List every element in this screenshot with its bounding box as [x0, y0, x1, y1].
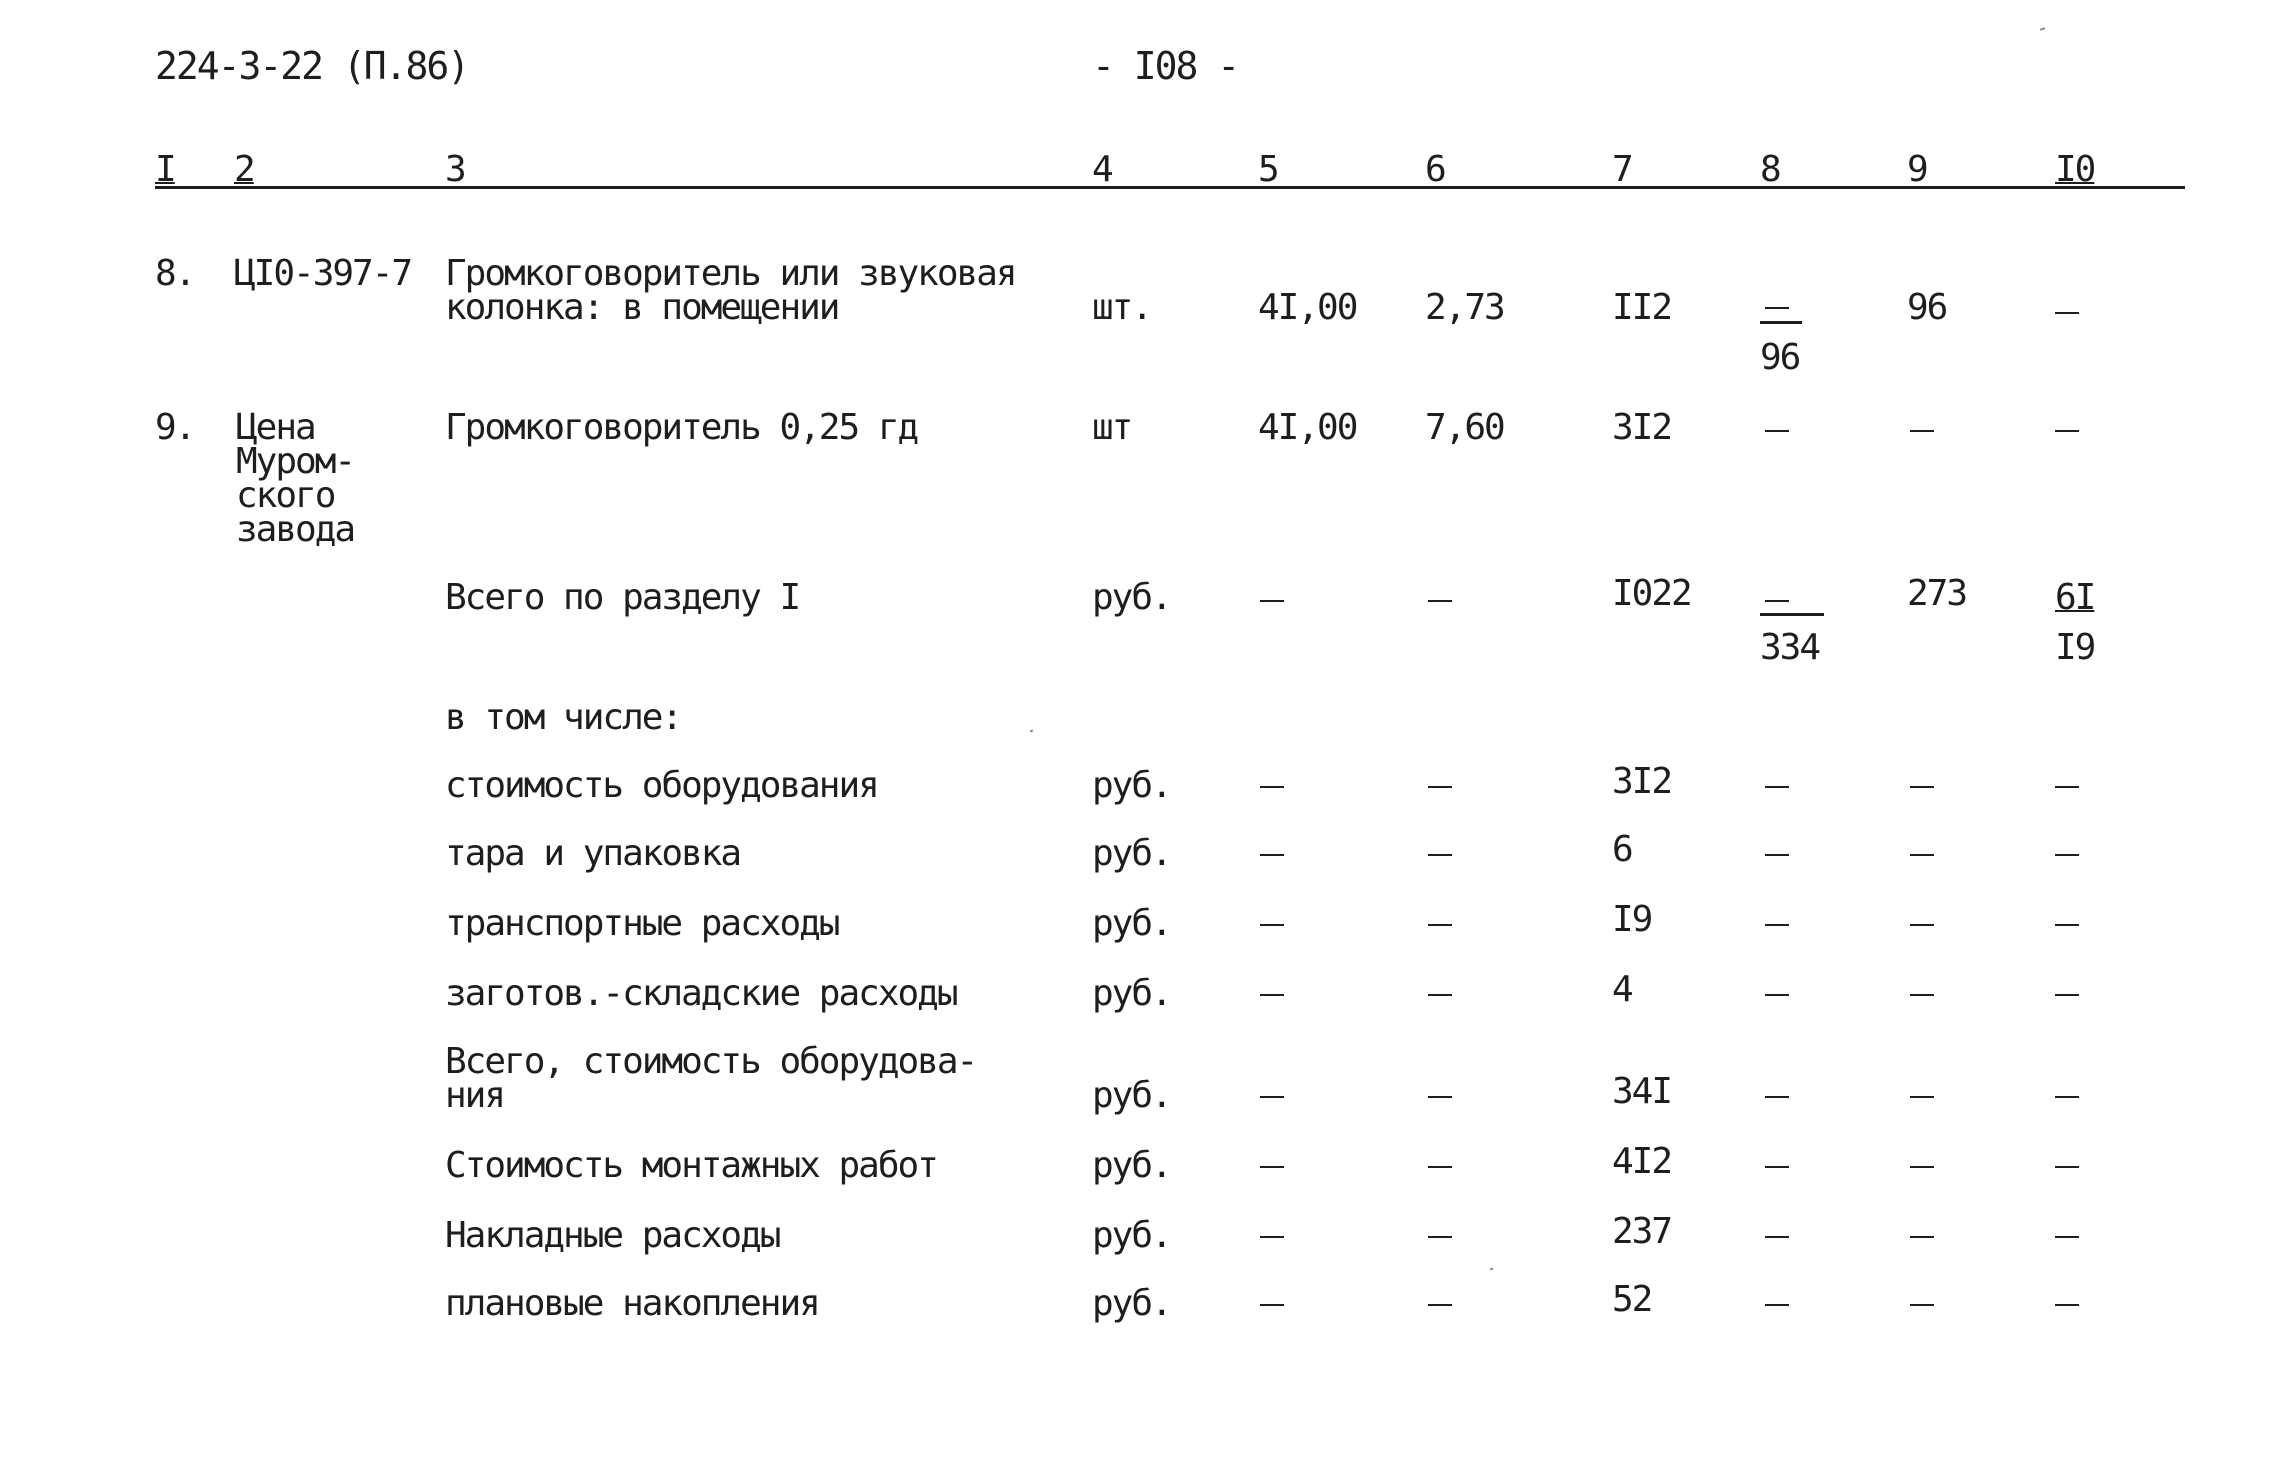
- total-section-col9: 273: [1907, 573, 1967, 614]
- sub-row-total-equipment-label-line1: Всего, стоимость оборудова-: [445, 1041, 977, 1082]
- sub-row-equipment-cost-col5-dash: [1260, 786, 1284, 788]
- sub-row-planned-savings-col8-dash: [1765, 1304, 1789, 1306]
- sub-row-equipment-cost-unit: руб.: [1092, 765, 1171, 806]
- sub-row-overhead-col8-dash: [1765, 1236, 1789, 1238]
- sub-row-warehouse-col9-dash: [1910, 994, 1934, 996]
- sub-row-overhead-unit: руб.: [1092, 1215, 1171, 1256]
- sub-row-warehouse-col6-dash: [1428, 994, 1452, 996]
- sub-row-installation-col9-dash: [1910, 1166, 1934, 1168]
- sub-row-transport-col6-dash: [1428, 924, 1452, 926]
- scan-speck: [1030, 730, 1034, 733]
- row-9-col9-dash: [1910, 430, 1934, 432]
- sub-row-overhead-col9-dash: [1910, 1236, 1934, 1238]
- header-rule: [155, 186, 2185, 189]
- sub-row-total-equipment-col5-dash: [1260, 1096, 1284, 1098]
- row-9-code-line2: Муром-: [236, 441, 355, 482]
- sub-row-overhead-col6-dash: [1428, 1236, 1452, 1238]
- sub-row-planned-savings-col10-dash: [2055, 1304, 2079, 1306]
- sub-row-installation-col8-dash: [1765, 1166, 1789, 1168]
- sub-row-equipment-cost-col7: 3I2: [1612, 761, 1672, 802]
- row-9-col6: 7,60: [1425, 407, 1504, 448]
- sub-row-installation-col5-dash: [1260, 1166, 1284, 1168]
- sub-row-warehouse-col5-dash: [1260, 994, 1284, 996]
- sub-row-packaging-col9-dash: [1910, 854, 1934, 856]
- row-9-unit: шт: [1092, 407, 1132, 448]
- row-8-code: ЦI0-397-7: [234, 253, 412, 294]
- total-section-unit: руб.: [1092, 577, 1171, 618]
- row-8-col10-dash: [2055, 312, 2079, 314]
- sub-row-planned-savings-col5-dash: [1260, 1304, 1284, 1306]
- sub-row-packaging-col8-dash: [1765, 854, 1789, 856]
- total-section-col8-bottom: 334: [1760, 627, 1820, 668]
- row-9-col5: 4I,00: [1258, 407, 1357, 448]
- sub-row-total-equipment-label-line2: ния: [445, 1075, 505, 1116]
- sub-row-overhead-label: Накладные расходы: [445, 1215, 780, 1256]
- sub-row-transport-col8-dash: [1765, 924, 1789, 926]
- sub-row-planned-savings-col9-dash: [1910, 1304, 1934, 1306]
- sub-row-transport-col5-dash: [1260, 924, 1284, 926]
- total-section-col7: I022: [1612, 573, 1691, 614]
- row-8-col6: 2,73: [1425, 287, 1504, 328]
- column-number-8: 8: [1760, 149, 1780, 190]
- row-9-name: Громкоговоритель 0,25 гд: [445, 407, 918, 448]
- sub-row-warehouse-col10-dash: [2055, 994, 2079, 996]
- row-9-col8-dash: [1765, 430, 1789, 432]
- sub-row-planned-savings-col7: 52: [1612, 1279, 1652, 1320]
- sub-row-total-equipment-col9-dash: [1910, 1096, 1934, 1098]
- sub-row-packaging-unit: руб.: [1092, 833, 1171, 874]
- sub-row-transport-col7: I9: [1612, 899, 1652, 940]
- sub-row-total-equipment-col10-dash: [2055, 1096, 2079, 1098]
- sub-row-planned-savings-col6-dash: [1428, 1304, 1452, 1306]
- column-number-1: I: [155, 149, 175, 190]
- row-8-col9: 96: [1907, 287, 1947, 328]
- column-number-3: 3: [445, 149, 465, 190]
- column-number-4: 4: [1092, 149, 1112, 190]
- total-section-col5-dash: [1260, 600, 1284, 602]
- column-number-7: 7: [1612, 149, 1632, 190]
- page-number: - I08 -: [1092, 44, 1239, 88]
- sub-row-equipment-cost-col9-dash: [1910, 786, 1934, 788]
- row-8-col7: II2: [1612, 287, 1672, 328]
- row-8-name-line2: колонка: в помещении: [445, 287, 839, 328]
- sub-row-installation-col6-dash: [1428, 1166, 1452, 1168]
- row-8-col8-dash: [1765, 307, 1789, 309]
- sub-row-total-equipment-col6-dash: [1428, 1096, 1452, 1098]
- sub-row-packaging-label: тара и упаковка: [445, 833, 741, 874]
- row-9-code-line1: Цена: [236, 407, 315, 448]
- row-9-code-line4: завода: [236, 509, 355, 550]
- scan-speck: [2040, 27, 2045, 31]
- sub-row-planned-savings-label: плановые накопления: [445, 1283, 819, 1324]
- sub-row-equipment-cost-col6-dash: [1428, 786, 1452, 788]
- sub-row-planned-savings-unit: руб.: [1092, 1283, 1171, 1324]
- sub-row-equipment-cost-col8-dash: [1765, 786, 1789, 788]
- sub-row-packaging-col7: 6: [1612, 829, 1632, 870]
- row-8-number: 8.: [155, 253, 195, 294]
- column-number-10: I0: [2055, 149, 2095, 190]
- column-number-6: 6: [1425, 149, 1445, 190]
- row-9-number: 9.: [155, 407, 195, 448]
- row-8-col8-bottom: 96: [1760, 337, 1800, 378]
- including-label: в том числе:: [445, 697, 682, 738]
- row-9-col7: 3I2: [1612, 407, 1672, 448]
- total-section-label: Всего по разделу I: [445, 577, 800, 618]
- sub-row-equipment-cost-col10-dash: [2055, 786, 2079, 788]
- sub-row-packaging-col10-dash: [2055, 854, 2079, 856]
- sub-row-packaging-col5-dash: [1260, 854, 1284, 856]
- column-number-2: 2: [234, 149, 254, 190]
- sub-row-warehouse-col7: 4: [1612, 969, 1632, 1010]
- total-section-col8-dash: [1765, 600, 1789, 602]
- sub-row-equipment-cost-label: стоимость оборудования: [445, 765, 878, 806]
- row-9-col10-dash: [2055, 430, 2079, 432]
- total-section-col8-fraction-line: [1760, 613, 1824, 616]
- column-number-5: 5: [1258, 149, 1278, 190]
- document-code: 224-3-22 (П.86): [155, 44, 469, 88]
- sub-row-installation-unit: руб.: [1092, 1145, 1171, 1186]
- sub-row-installation-col7: 4I2: [1612, 1141, 1672, 1182]
- row-8-col5: 4I,00: [1258, 287, 1357, 328]
- sub-row-installation-col10-dash: [2055, 1166, 2079, 1168]
- row-8-name-line1: Громкоговоритель или звуковая: [445, 253, 1016, 294]
- sub-row-installation-label: Стоимость монтажных работ: [445, 1145, 937, 1186]
- sub-row-transport-label: транспортные расходы: [445, 903, 839, 944]
- sub-row-total-equipment-col8-dash: [1765, 1096, 1789, 1098]
- sub-row-overhead-col7: 237: [1612, 1211, 1672, 1252]
- sub-row-warehouse-unit: руб.: [1092, 973, 1171, 1014]
- total-section-col10-top: 6I: [2055, 577, 2095, 618]
- row-8-col8-fraction-line: [1760, 321, 1802, 324]
- sub-row-total-equipment-unit: руб.: [1092, 1075, 1171, 1116]
- sub-row-packaging-col6-dash: [1428, 854, 1452, 856]
- sub-row-warehouse-col8-dash: [1765, 994, 1789, 996]
- sub-row-total-equipment-col7: 34I: [1612, 1071, 1672, 1112]
- total-section-col6-dash: [1428, 600, 1452, 602]
- total-section-col10-bottom: I9: [2055, 627, 2095, 668]
- scan-speck: [1490, 1268, 1494, 1271]
- sub-row-transport-unit: руб.: [1092, 903, 1171, 944]
- sub-row-overhead-col5-dash: [1260, 1236, 1284, 1238]
- row-9-code-line3: ского: [236, 475, 335, 516]
- sub-row-warehouse-label: заготов.-складские расходы: [445, 973, 957, 1014]
- sub-row-transport-col10-dash: [2055, 924, 2079, 926]
- row-8-unit: шт.: [1092, 287, 1152, 328]
- sub-row-overhead-col10-dash: [2055, 1236, 2079, 1238]
- column-number-9: 9: [1907, 149, 1927, 190]
- sub-row-transport-col9-dash: [1910, 924, 1934, 926]
